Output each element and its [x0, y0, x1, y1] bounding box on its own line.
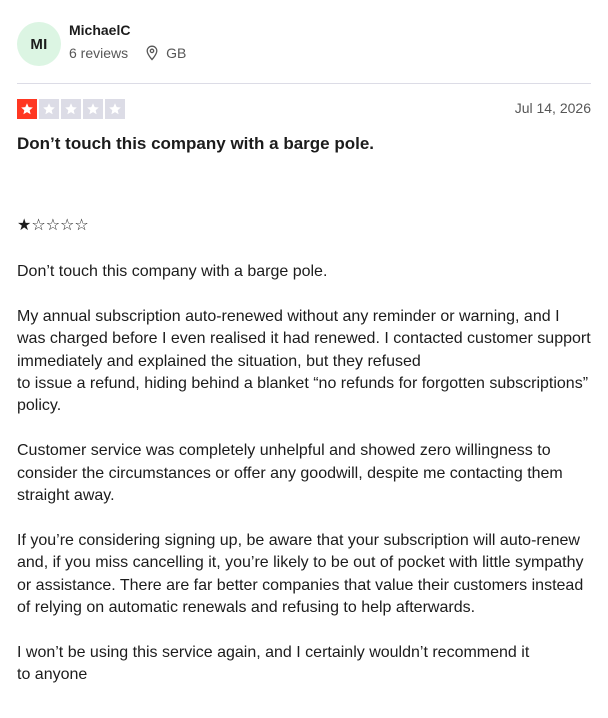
review-date: Jul 14, 2026 — [514, 100, 591, 116]
reviewer-country: GB — [166, 45, 187, 61]
review-paragraph: Don’t touch this company with a barge pole. — [17, 263, 328, 280]
reviewer-header — [17, 21, 591, 84]
text-star-rating: ★☆☆☆☆ — [17, 215, 89, 234]
location-pin-icon — [145, 45, 159, 61]
star-empty-icon — [83, 99, 103, 119]
star-empty-icon — [105, 99, 125, 119]
review-paragraph: My annual subscription auto-renewed without any reminder or warning, and I was charged before I even realised it had renewed. I contacted customer support immediately and explained the situation, but they refused to issue a refund, hiding behind a blanket “no refunds for forgotten subscriptions” policy. — [17, 307, 591, 415]
star-empty-icon — [61, 99, 81, 119]
reviews-count: 6 reviews — [69, 45, 129, 61]
avatar[interactable]: MI — [17, 22, 61, 66]
review-paragraph: If you’re considering signing up, be aware that your subscription will auto-renew and, if you miss cancelling it, you’re likely to be out of pocket with little sympathy or assistance. There are far better companies that value their customers instead of relying on automatic renewals and refusing to help afterwards. — [17, 531, 584, 617]
reviewer-name[interactable]: MichaelC — [69, 22, 131, 38]
review-paragraph: I won’t be using this service again, and I certainly wouldn’t recommend it to anyone — [17, 643, 530, 684]
review-title[interactable]: Don’t touch this company with a barge pole. — [17, 134, 375, 153]
star-empty-icon — [39, 99, 59, 119]
star-rating — [17, 99, 125, 119]
review-paragraph: Customer service was completely unhelpful and showed zero willingness to consider the circumstances or offer any goodwill, despite me contacting them straight away. — [17, 442, 563, 505]
reviewer-meta — [69, 45, 186, 61]
star-filled-icon — [17, 99, 37, 119]
review-body — [17, 261, 591, 709]
